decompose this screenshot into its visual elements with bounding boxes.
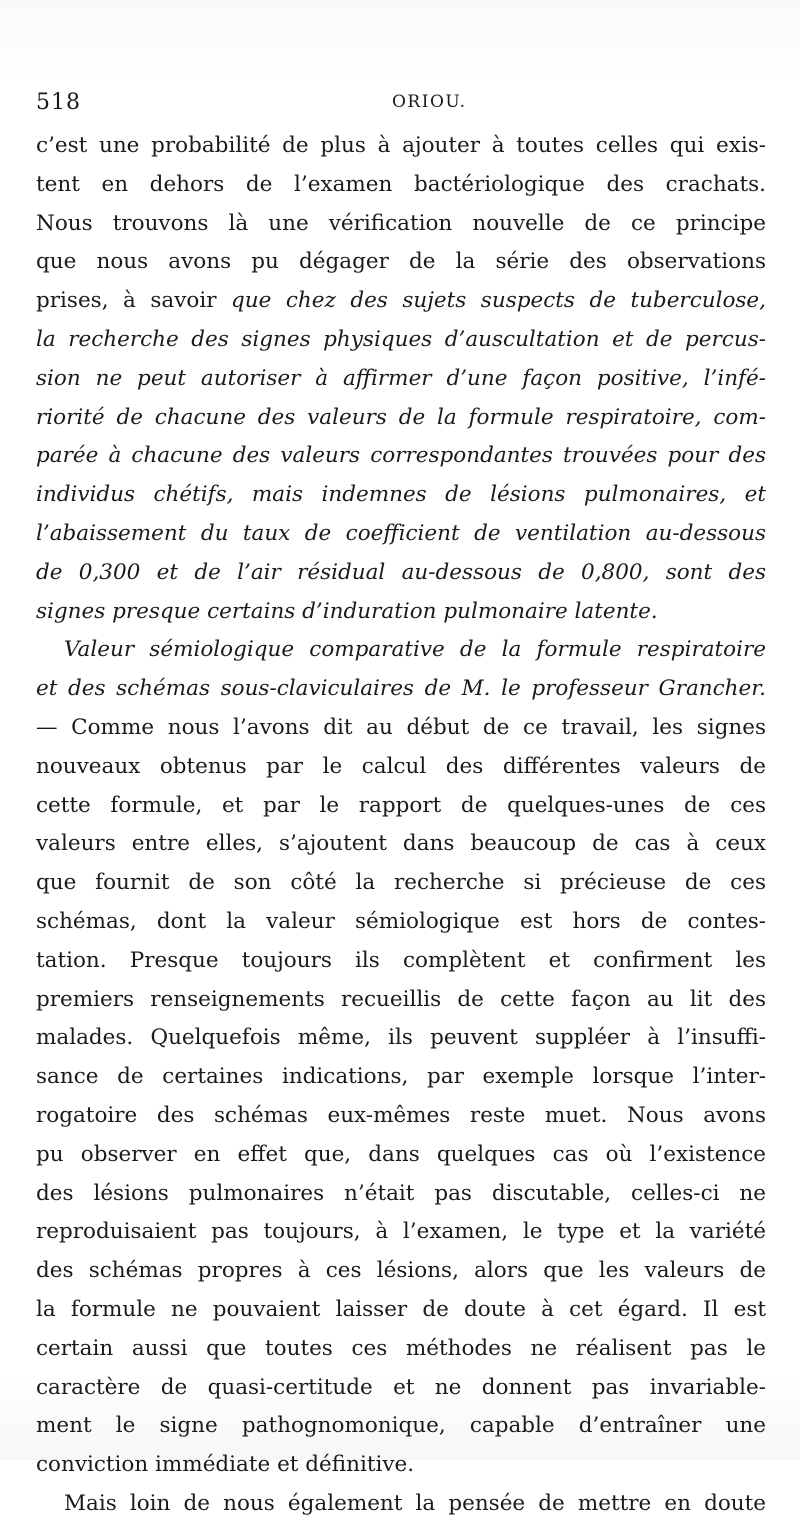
text-line: la formule ne pouvaient laisser de doute à cet égard. Il est — [36, 1296, 766, 1322]
text-line-italic: de 0,300 et de l’air résidual au-dessous de 0,800, sont des — [36, 559, 766, 585]
text-line: que nous avons pu dégager de la série des observations — [36, 249, 766, 275]
text-line-mixed — [36, 282, 766, 321]
text-line-italic: parée à chacune des valeurs correspondantes trouvées pour des — [36, 443, 766, 469]
text-line: cette formule, et par le rapport de quelques-unes de ces — [36, 792, 766, 818]
text-line-italic: la recherche des signes physiques d’auscultation et de percus- — [36, 326, 766, 352]
section-heading-line: Valeur sémiologique comparative de la formule respiratoire — [64, 637, 766, 663]
text-line: premiers renseignements recueillis de cette façon au lit des — [36, 986, 766, 1012]
text-line: conviction immédiate et définitive. — [36, 1452, 415, 1478]
text-line: tation. Presque toujours ils complètent et confirment les — [36, 947, 766, 973]
text-line: tent en dehors de l’examen bactériologique des crachats. — [36, 171, 766, 197]
page-number: 518 — [36, 90, 81, 115]
text-line: reproduisaient pas toujours, à l’examen, le type et la variété — [36, 1219, 766, 1245]
text-line: c’est une probabilité de plus à ajouter à toutes celles qui exis- — [36, 133, 766, 158]
body-text — [36, 127, 766, 1524]
text-line-italic: sion ne peut autoriser à affirmer d’une façon positive, l’infé- — [36, 365, 766, 391]
running-head: ORIOU. — [392, 92, 467, 112]
text-line: des schémas propres à ces lésions, alors que les valeurs de — [36, 1258, 766, 1284]
text-line: caractère de quasi-certitude et ne donnent pas invariable- — [36, 1374, 766, 1400]
text-line: pu observer en effet que, dans quelques cas où l’existence — [36, 1141, 766, 1167]
section-heading-line: et des schémas sous-claviculaires de M. le professeur Grancher. — [36, 676, 766, 702]
text-line: schémas, dont la valeur sémiologique est hors de contes- — [36, 908, 766, 934]
text-line: malades. Quelquefois même, ils peuvent suppléer à l’insuffi- — [36, 1025, 766, 1051]
text-line: certain aussi que toutes ces méthodes ne réalisent pas le — [36, 1335, 766, 1361]
text-line: — Comme nous l’avons dit au début de ce travail, les signes — [36, 714, 766, 740]
text-line: rogatoire des schémas eux-mêmes reste muet. Nous avons — [36, 1102, 766, 1128]
text-line: valeurs entre elles, s’ajoutent dans beaucoup de cas à ceux — [36, 831, 766, 857]
text-line: Mais loin de nous également la pensée de mettre en doute — [64, 1490, 766, 1516]
text-line-italic: l’abaissement du taux de coefficient de ventilation au-dessous — [36, 520, 766, 546]
text-line: des lésions pulmonaires n’était pas discutable, celles-ci ne — [36, 1180, 766, 1206]
page-header — [36, 90, 766, 120]
text-line-italic: individus chétifs, mais indemnes de lésions pulmonaires, et — [36, 482, 766, 508]
text-line-italic: riorité de chacune des valeurs de la formule respiratoire, com- — [36, 404, 766, 430]
text-line: nouveaux obtenus par le calcul des différentes valeurs de — [36, 753, 766, 779]
text-line-italic: signes presque certains d’induration pulmonaire latente. — [36, 598, 658, 624]
text-italic: que chez des sujets suspects de tuberculose, — [231, 288, 766, 314]
text-line: que fournit de son côté la recherche si précieuse de ces — [36, 870, 766, 896]
text-roman: prises, à savoir — [36, 288, 217, 314]
text-line: ment le signe pathognomonique, capable d’entraîner une — [36, 1413, 766, 1439]
text-line: Nous trouvons là une vérification nouvelle de ce principe — [36, 210, 766, 236]
text-line: sance de certaines indications, par exemple lorsque l’inter- — [36, 1064, 766, 1090]
